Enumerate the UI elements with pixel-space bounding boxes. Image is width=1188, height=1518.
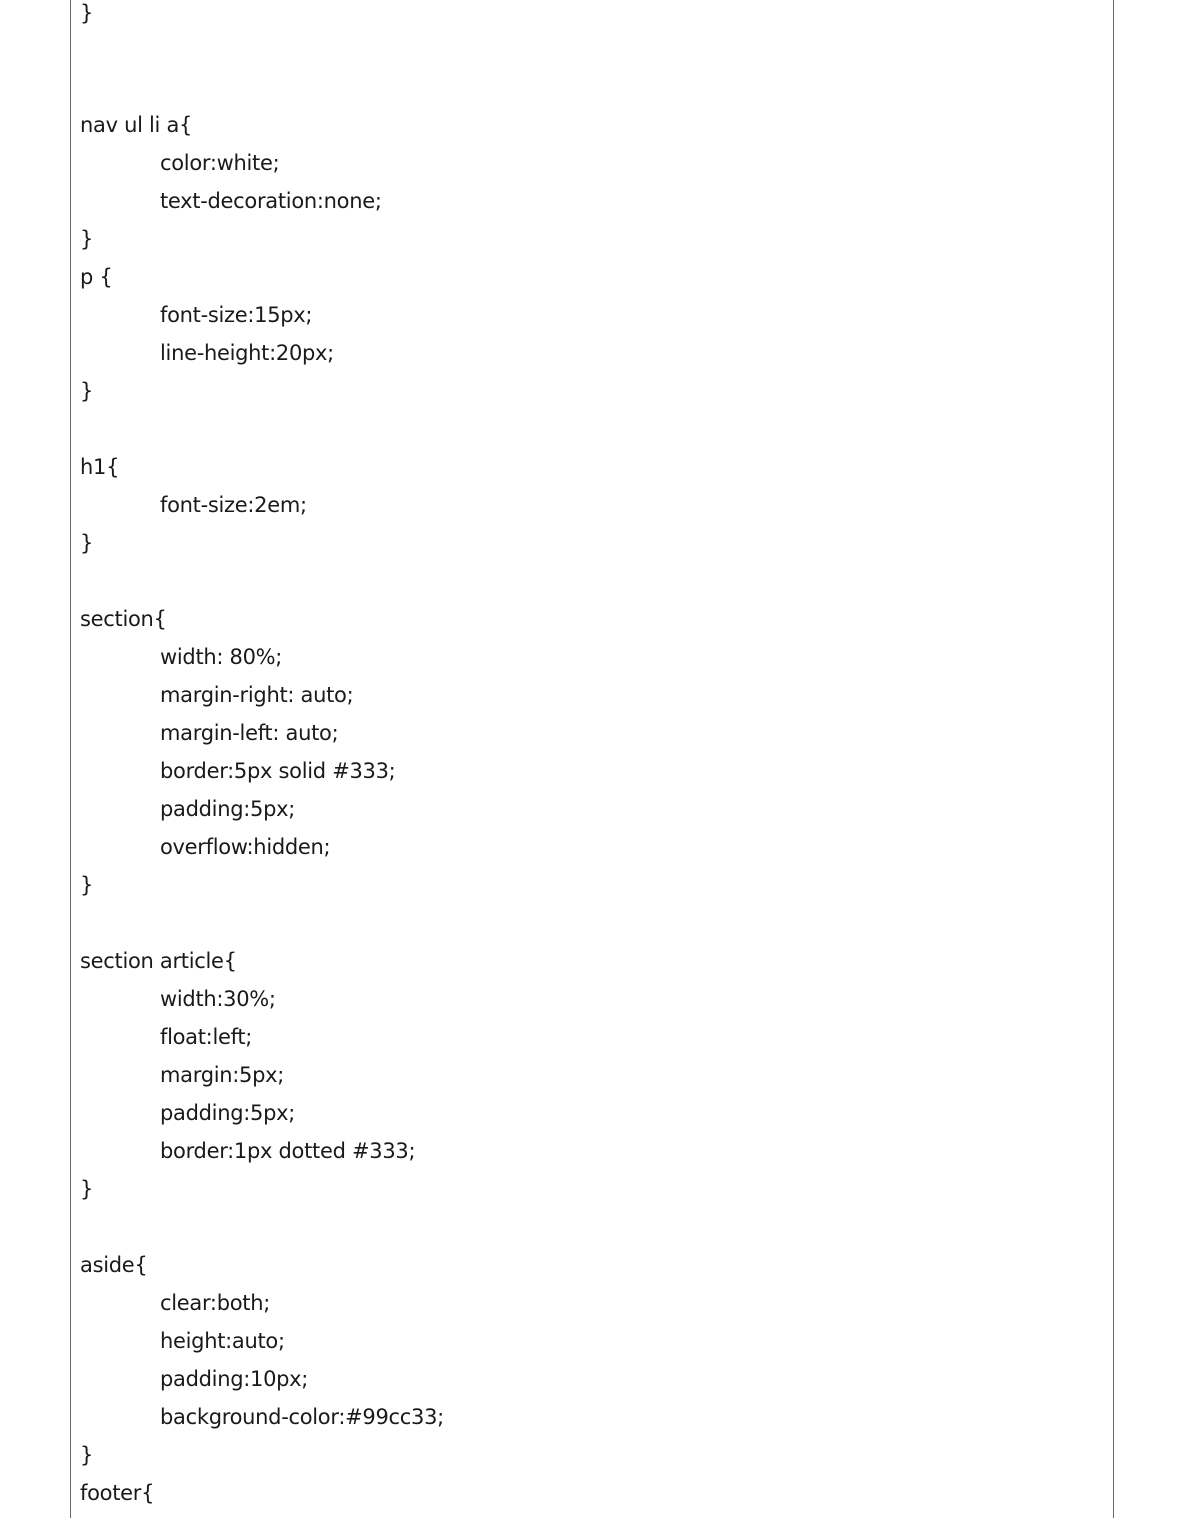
code-line: p {: [80, 265, 113, 289]
code-line: color:white;: [160, 151, 280, 175]
code-line: line-height:20px;: [160, 341, 334, 365]
code-line: border:1px dotted #333;: [160, 1139, 416, 1163]
code-line: }: [80, 531, 94, 555]
code-line: float:left;: [160, 1025, 253, 1049]
code-line: h1{: [80, 455, 120, 479]
code-line: aside{: [80, 1253, 148, 1277]
code-line: section{: [80, 607, 167, 631]
code-line: nav ul li a{: [80, 113, 193, 137]
code-line: section article{: [80, 949, 237, 973]
code-line: width: 80%;: [160, 645, 283, 669]
code-line: border:5px solid #333;: [160, 759, 396, 783]
code-line: }: [80, 873, 94, 897]
code-line: }: [80, 1, 94, 25]
code-line: }: [80, 1177, 94, 1201]
code-line: margin:5px;: [160, 1063, 285, 1087]
code-line: footer{: [80, 1481, 155, 1505]
code-line: }: [80, 1443, 94, 1467]
code-line: font-size:15px;: [160, 303, 313, 327]
code-line: font-size:2em;: [160, 493, 307, 517]
code-line: }: [80, 379, 94, 403]
code-line: margin-right: auto;: [160, 683, 354, 707]
code-line: width:30%;: [160, 987, 276, 1011]
code-line: padding:5px;: [160, 1101, 296, 1125]
code-line: }: [80, 227, 94, 251]
code-line: text-decoration:none;: [160, 189, 382, 213]
code-line: padding:5px;: [160, 797, 296, 821]
code-line: overflow:hidden;: [160, 835, 331, 859]
code-line: clear:both;: [160, 1291, 271, 1315]
code-line: padding:10px;: [160, 1367, 309, 1391]
code-line: margin-left: auto;: [160, 721, 339, 745]
code-line: background-color:#99cc33;: [160, 1405, 444, 1429]
code-line: height:auto;: [160, 1329, 285, 1353]
